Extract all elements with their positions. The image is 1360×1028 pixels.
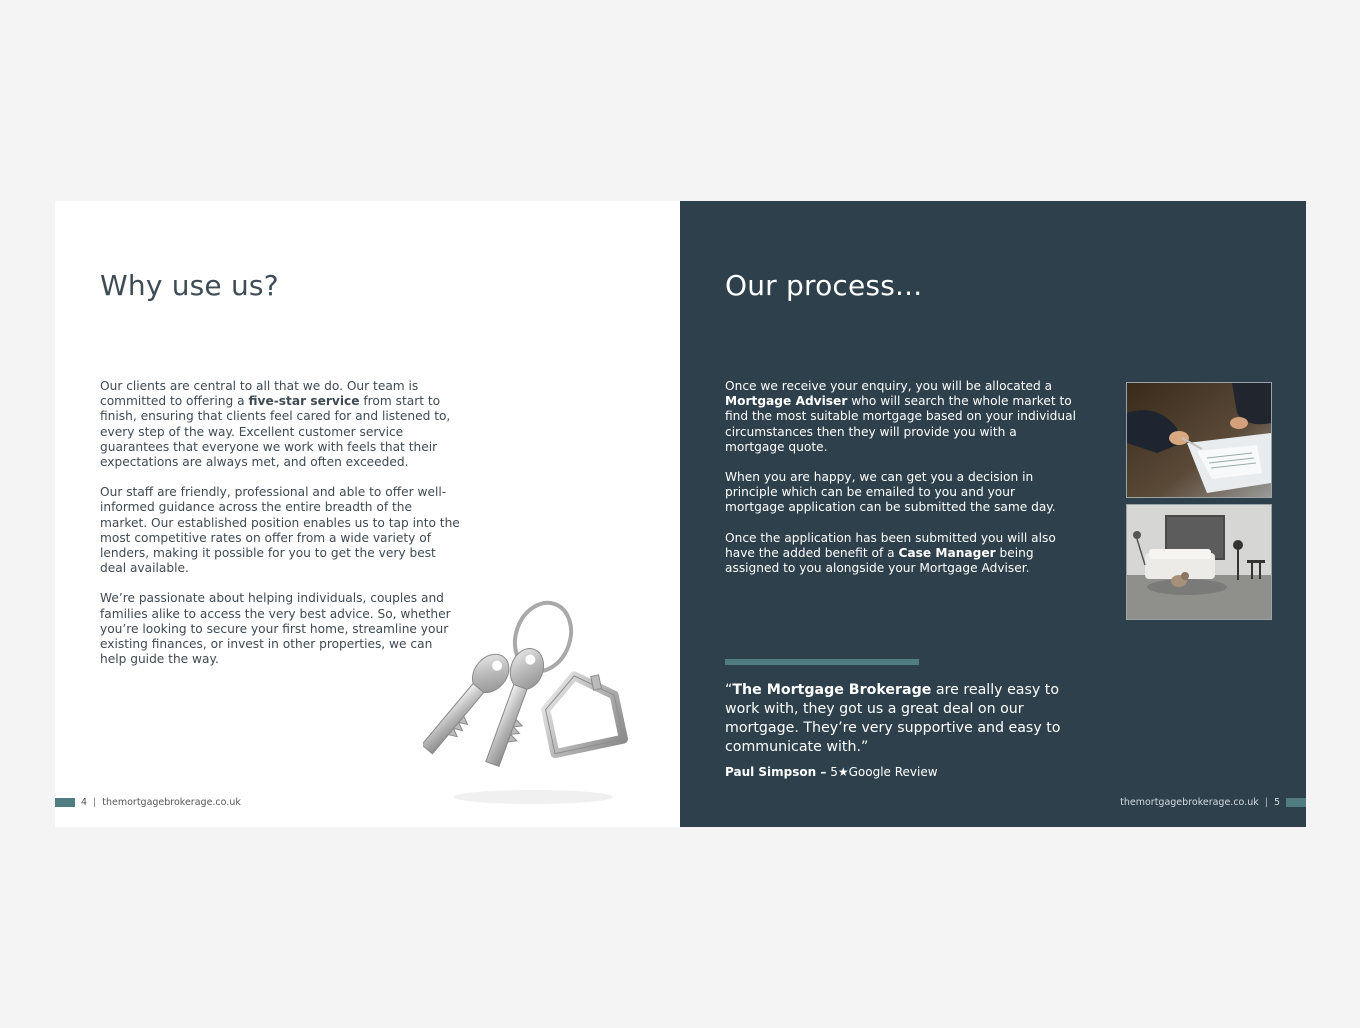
left-paragraph-2: Our staff are friendly, professional and able to offer well-informed guidance across the entire breadth of the market. Our established position enables us to tap into the most competitive rates on offer from a wide variety of lenders, making it possible for you to get the very best deal available. [100,485,460,576]
left-body-text [100,379,460,682]
left-page [55,201,680,827]
footer-website-link[interactable]: themortgagebrokerage.co.uk [102,797,241,808]
rating-value: 5 [830,765,838,779]
emphasis-five-star: five-star service [248,394,360,409]
page-number: 5 [1273,797,1280,808]
page-title-our-process: Our process... [725,269,923,302]
testimonial-attribution [725,765,938,779]
text-run: from start to finish, ensuring that clients feel cared for and listened to, every step of the way. Excellent customer service guarantees that everyone we work with feels that their expectations are always met, and often exceeded. [100,394,451,470]
left-paragraph-3: We’re passionate about helping individuals, couples and families alike to access the very best advice. So, whether you’re looking to secure your first home, streamline your existing finances, or invest in other properties, we can help guide the way. [100,591,451,667]
emphasis-case-manager: Case Manager [898,545,996,560]
text-run: Once the application has been submitted you will also have the added benefit of a [725,530,1056,560]
footer-accent-tab [1286,798,1306,807]
quote-text: are really easy to work with, they got us a great deal on our mortgage. They’re very supportive and easy to communicate with.” [725,682,1061,755]
testimonial-quote [725,681,1065,757]
company-name: The Mortgage Brokerage [732,682,932,698]
right-paragraph-1 [725,379,1077,455]
emphasis-mortgage-adviser: Mortgage Adviser [725,394,848,409]
right-paragraph-3 [725,531,1077,577]
reviewer-name: Paul Simpson – [725,765,827,779]
meeting-photo [1126,382,1272,498]
left-footer [55,797,241,808]
left-paragraph-1 [100,379,460,470]
footer-separator: | [1264,797,1268,808]
living-room-photo [1126,504,1272,620]
footer-separator: | [93,797,97,808]
house-keys-image [423,597,643,807]
brochure-spread [55,201,1306,827]
star-icon: ★ [837,765,849,779]
page-number: 4 [81,797,88,808]
text-run: who will search the whole market to find the most suitable mortgage based on your individual circumstances then they will provide you with a mortgage quote. [725,394,1076,454]
right-paragraph-2: When you are happy, we can get you a decision in principle which can be emailed to you and your mortgage application can be submitted the same day. [725,470,1056,515]
footer-website-link[interactable]: themortgagebrokerage.co.uk [1120,797,1259,808]
text-run: Once we receive your enquiry, you will be allocated a [725,379,1053,393]
text-run: being assigned to you alongside your Mortgage Adviser. [725,545,1034,576]
page-title-why-use-us: Why use us? [100,269,279,302]
quote-accent-bar [725,659,919,665]
quote-mark: “ [725,682,733,698]
footer-accent-tab [55,798,75,807]
review-source: Google Review [848,765,938,779]
text-run: Our clients are central to all that we do. Our team is committed to offering a [100,379,419,409]
right-footer [1120,797,1306,808]
right-body-text [725,379,1077,591]
right-page [680,201,1306,827]
